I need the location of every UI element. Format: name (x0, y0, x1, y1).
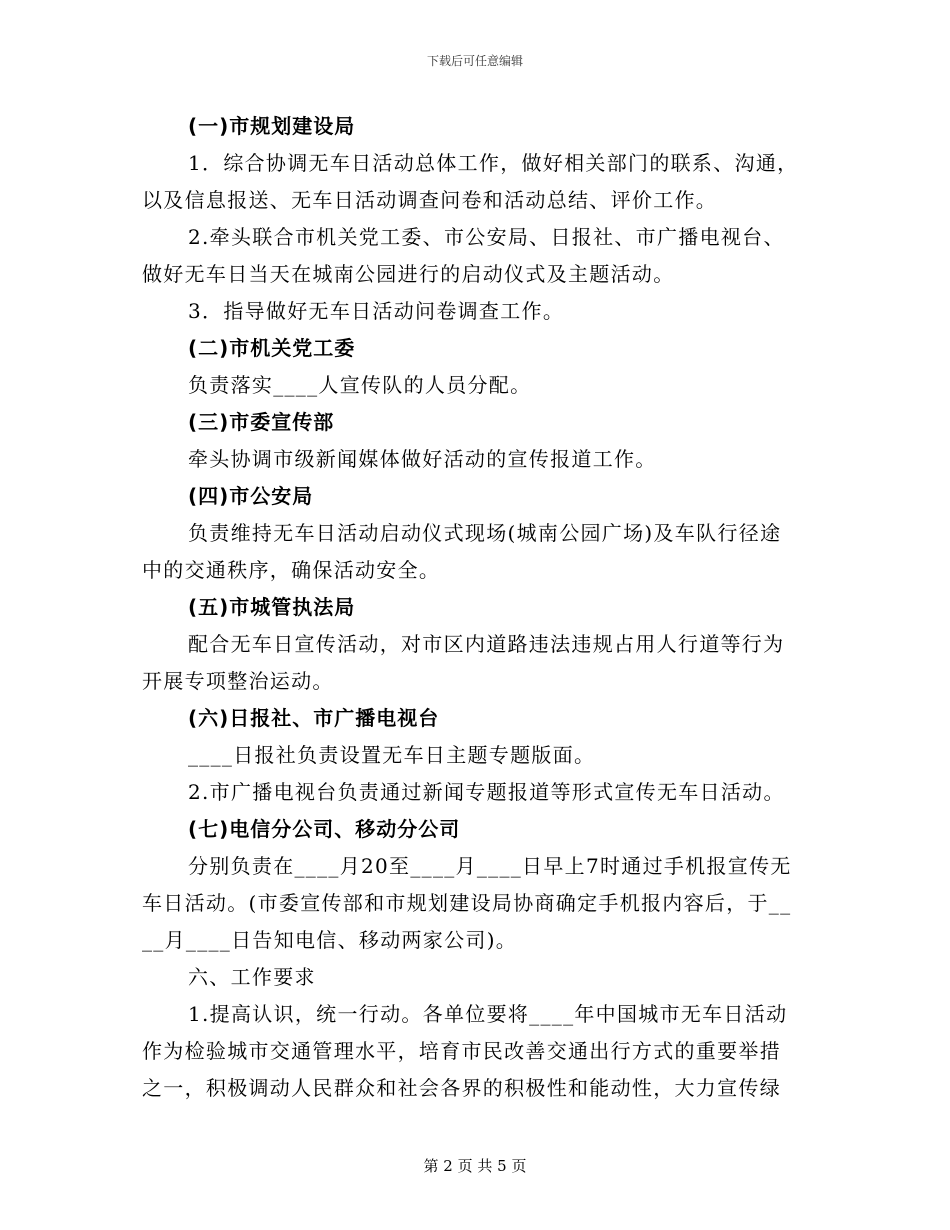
paragraph-line: 做好无车日当天在城南公园进行的启动仪式及主题活动。 (142, 262, 675, 286)
page-footer: 第 2 页 共 5 页 (423, 1157, 527, 1175)
section-heading: (七)电信分公司、移动分公司 (188, 817, 461, 841)
paragraph-line: 2.市广播电视台负责通过新闻专题报道等形式宣传无车日活动。 (188, 780, 785, 804)
paragraph-line: 1．综合协调无车日活动总体工作，做好相关部门的联系、沟通， (188, 151, 799, 175)
paragraph-line: 1.提高认识，统一行动。各单位要将____年中国城市无车日活动 (188, 1002, 788, 1026)
section-heading: (四)市公安局 (188, 484, 314, 508)
section-heading: (五)市城管执法局 (188, 595, 356, 619)
paragraph-line: 作为检验城市交通管理水平，培育市民改善交通出行方式的重要举措 (142, 1039, 781, 1063)
paragraph-line: 负责落实____人宣传队的人员分配。 (188, 373, 532, 397)
paragraph-line: 分别负责在____月20至____月____日早上7时通过手机报宣传无 (188, 854, 792, 878)
section-heading: (一)市规划建设局 (188, 114, 356, 138)
paragraph-line: 以及信息报送、无车日活动调查问卷和活动总结、评价工作。 (142, 188, 718, 212)
paragraph-line: 车日活动。(市委宣传部和市规划建设局协商确定手机报内容后，于__ (142, 891, 792, 915)
document-body (142, 108, 804, 1107)
paragraph-line: 六、工作要求 (188, 965, 316, 989)
paragraph-line: 之一，积极调动人民群众和社会各界的积极性和能动性，大力宣传绿 (142, 1076, 781, 1100)
section-heading: (三)市委宣传部 (188, 410, 335, 434)
paragraph-line: 配合无车日宣传活动，对市区内道路违法违规占用人行道等行为 (188, 632, 785, 656)
paragraph-line: __月____日告知电信、移动两家公司)。 (142, 928, 518, 952)
paragraph-line: 中的交通秩序，确保活动安全。 (142, 558, 441, 582)
paragraph-line: 牵头协调市级新闻媒体做好活动的宣传报道工作。 (188, 447, 657, 471)
section-heading: (六)日报社、市广播电视台 (188, 706, 440, 730)
page-header: 下载后可任意编辑 (426, 54, 523, 68)
section-heading: (二)市机关党工委 (188, 336, 356, 360)
paragraph-line: 3．指导做好无车日活动问卷调查工作。 (188, 299, 565, 323)
paragraph-line: 2.牵头联合市机关党工委、市公安局、日报社、市广播电视台、 (188, 225, 785, 249)
paragraph-line: ____日报社负责设置无车日主题专题版面。 (188, 743, 596, 767)
paragraph-line: 开展专项整治运动。 (142, 669, 334, 693)
paragraph-line: 负责维持无车日活动启动仪式现场(城南公园广场)及车队行径途 (188, 521, 782, 545)
